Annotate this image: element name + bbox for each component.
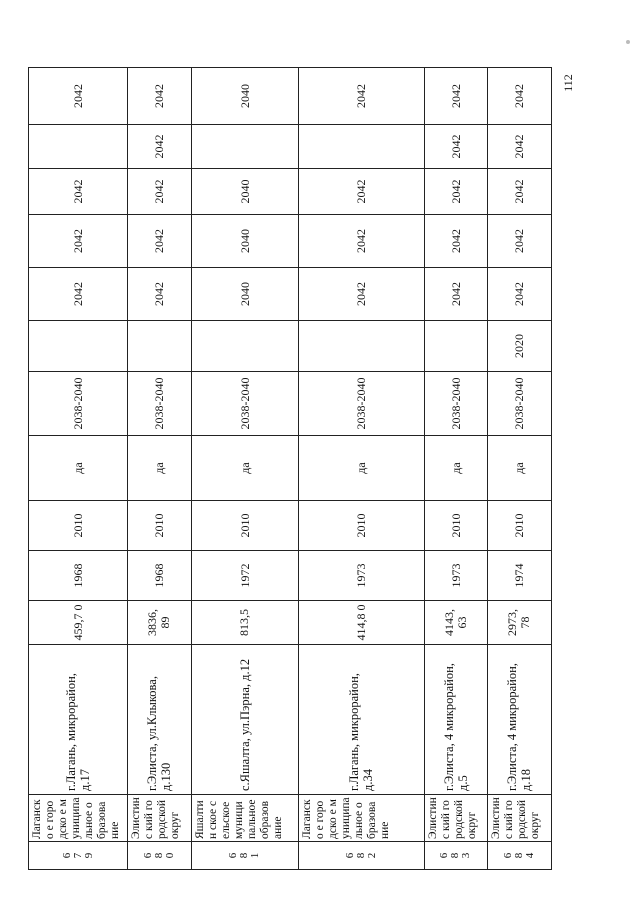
period-cell: 2038-2040 [299,372,424,436]
area-cell: 459,7 0 [29,601,128,645]
flag-cell: да [487,436,551,501]
flag-cell: да [299,436,424,501]
municipality-cell: Лаганско е городско е муниципальное образование [29,795,128,842]
year-1-cell: 2042 [487,268,551,321]
year-3-cell: 2042 [29,169,128,215]
year-survey-cell: 2010 [128,501,191,551]
flag-cell: да [191,436,299,501]
year-1-cell: 2040 [191,268,299,321]
year-survey-cell: 2010 [424,501,487,551]
period-cell: 2038-2040 [424,372,487,436]
table-row [299,68,424,870]
year-built-cell: 1972 [191,551,299,601]
year-built-cell: 1973 [299,551,424,601]
flag-cell: да [128,436,191,501]
year-2-cell: 2042 [424,215,487,268]
extra-year-cell [424,321,487,372]
extra-year-cell [191,321,299,372]
table-row [191,68,299,870]
row-number: 6 8 2 [299,842,424,870]
year-2-cell: 2040 [191,215,299,268]
year-1-cell: 2042 [128,268,191,321]
address-cell: с.Яшалта, ул.Пэрна, д.12 [191,645,299,795]
area-cell: 414,8 0 [299,601,424,645]
year-built-cell: 1974 [487,551,551,601]
address-cell: г.Элиста, ул.Клыкова, д.130 [128,645,191,795]
year-5-cell: 2040 [191,68,299,125]
municipality-cell: Элистинс кий городской округ [424,795,487,842]
municipality-cell: Лаганско е городско е муниципальное образование [299,795,424,842]
table-row [424,68,487,870]
year-1-cell: 2042 [29,268,128,321]
year-survey-cell: 2010 [487,501,551,551]
address-cell: г.Элиста, 4 микрорайон, д.18 [487,645,551,795]
year-4-cell [299,125,424,169]
year-3-cell: 2042 [424,169,487,215]
year-5-cell: 2042 [128,68,191,125]
row-number: 6 8 3 [424,842,487,870]
table-row [29,68,128,870]
year-3-cell: 2040 [191,169,299,215]
year-built-cell: 1968 [128,551,191,601]
year-5-cell: 2042 [29,68,128,125]
extra-year-cell [29,321,128,372]
area-cell: 4143, 63 [424,601,487,645]
year-2-cell: 2042 [487,215,551,268]
year-4-cell [191,125,299,169]
period-cell: 2038-2040 [29,372,128,436]
rotated-table-wrapper [28,68,552,870]
year-survey-cell: 2010 [191,501,299,551]
period-cell: 2038-2040 [191,372,299,436]
area-cell: 3836, 89 [128,601,191,645]
row-number: 6 8 4 [487,842,551,870]
year-2-cell: 2042 [29,215,128,268]
row-number: 6 7 9 [29,842,128,870]
period-cell: 2038-2040 [128,372,191,436]
year-3-cell: 2042 [299,169,424,215]
year-4-cell: 2042 [487,125,551,169]
flag-cell: да [29,436,128,501]
year-4-cell: 2042 [424,125,487,169]
year-3-cell: 2042 [487,169,551,215]
extra-year-cell [128,321,191,372]
year-5-cell: 2042 [487,68,551,125]
row-number: 6 8 1 [191,842,299,870]
row-number: 6 8 0 [128,842,191,870]
municipality-cell: Яшалтин ское сельское муниципальное образование [191,795,299,842]
address-cell: г.Лагань, микрорайон, д.34 [299,645,424,795]
year-1-cell: 2042 [299,268,424,321]
municipality-cell: Элистинс кий городской округ [128,795,191,842]
year-4-cell [29,125,128,169]
period-cell: 2038-2040 [487,372,551,436]
year-survey-cell: 2010 [299,501,424,551]
area-cell: 2973, 78 [487,601,551,645]
year-survey-cell: 2010 [29,501,128,551]
year-5-cell: 2042 [299,68,424,125]
area-cell: 813,5 [191,601,299,645]
table-row [487,68,551,870]
year-1-cell: 2042 [424,268,487,321]
year-built-cell: 1968 [29,551,128,601]
year-3-cell: 2042 [128,169,191,215]
year-built-cell: 1973 [424,551,487,601]
extra-year-cell [299,321,424,372]
year-2-cell: 2042 [128,215,191,268]
municipality-cell: Элистинс кий городской округ [487,795,551,842]
table-row [128,68,191,870]
year-2-cell: 2042 [299,215,424,268]
housing-table [28,67,552,870]
address-cell: г.Элиста, 4 микрорайон, д.5 [424,645,487,795]
page-number: 112 [561,74,575,92]
address-cell: г.Лагань, микрорайон, д.17 [29,645,128,795]
extra-year-cell: 2020 [487,321,551,372]
scan-mark [626,40,630,44]
year-5-cell: 2042 [424,68,487,125]
flag-cell: да [424,436,487,501]
year-4-cell: 2042 [128,125,191,169]
